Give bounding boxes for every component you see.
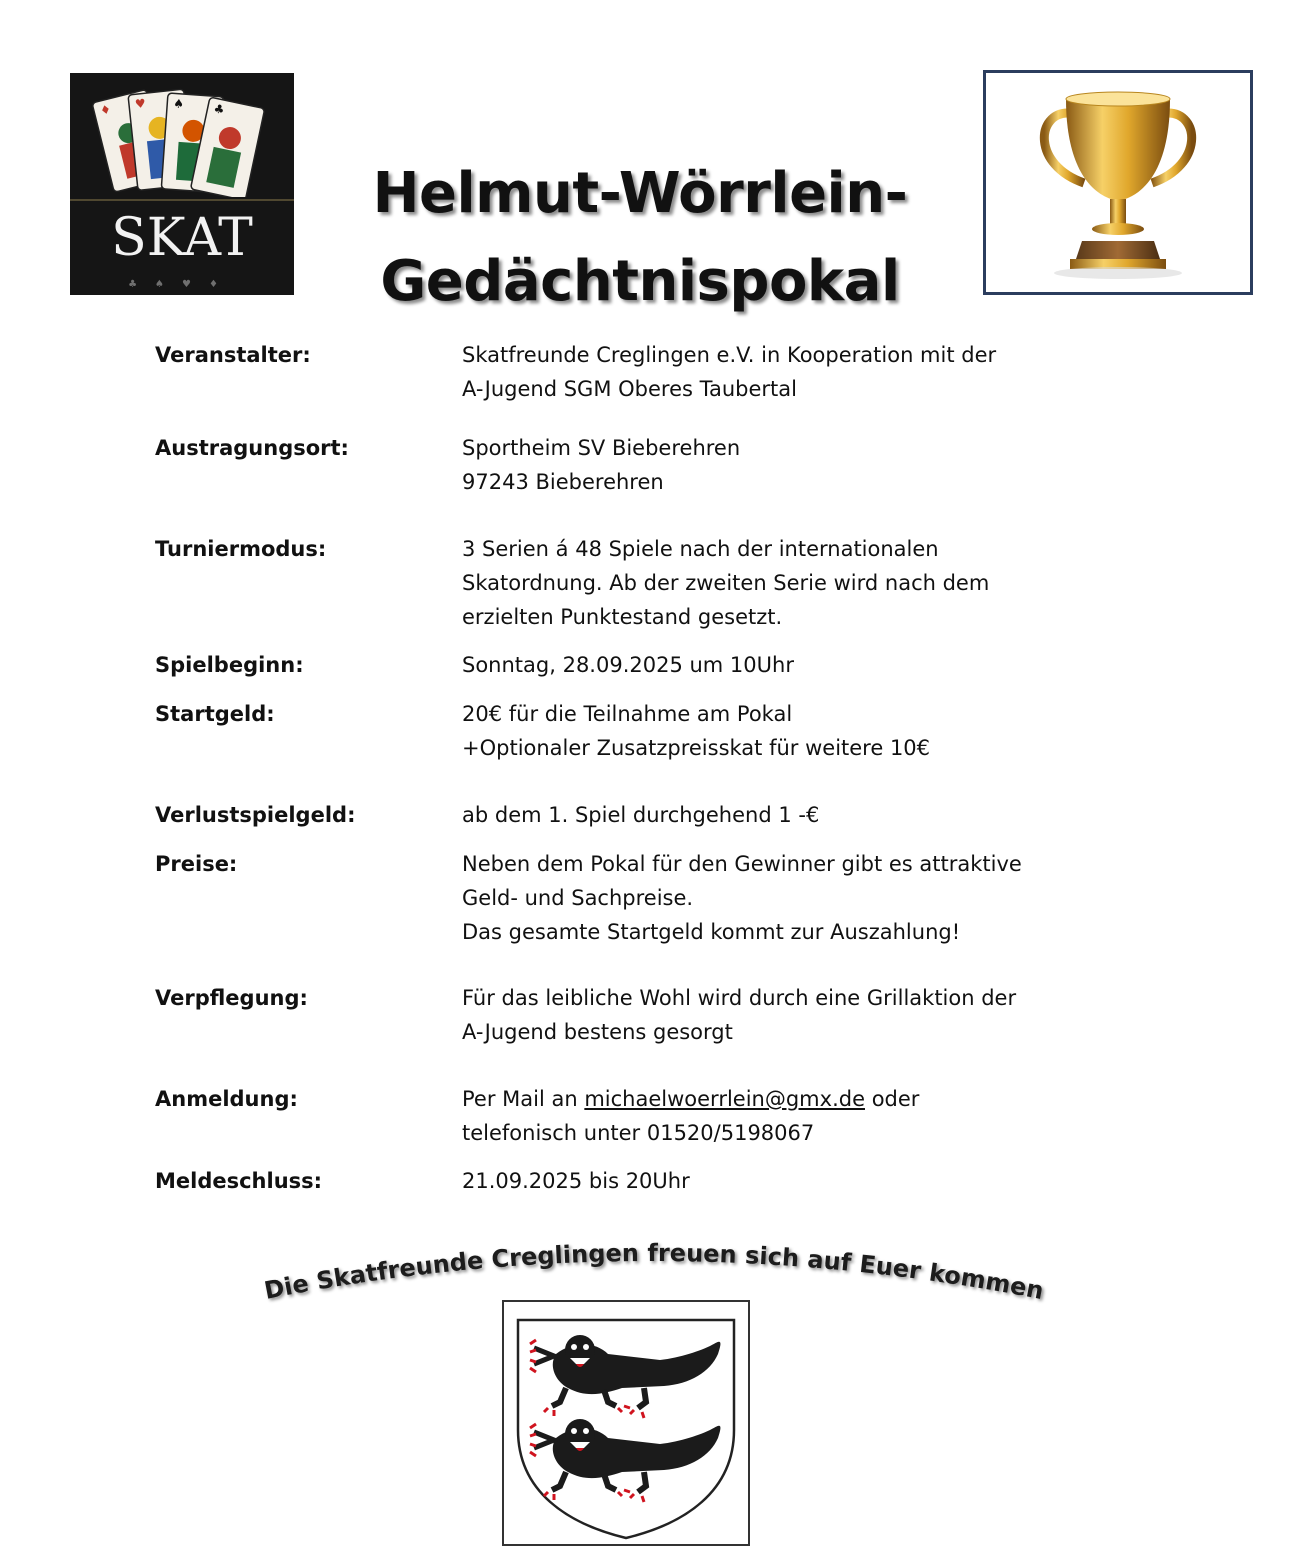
value-turniermodus <box>462 532 1162 634</box>
anmeldung-prefix: Per Mail an <box>462 1087 578 1111</box>
value-verpflegung <box>462 981 1162 1049</box>
value-meldeschluss <box>462 1164 1162 1198</box>
email-link[interactable]: michaelwoerrlein@gmx.de <box>584 1087 865 1111</box>
value-line: +Optionaler Zusatzpreisskat für weitere 10€ <box>462 736 931 760</box>
value-line: Skatordnung. Ab der zweiten Serie wird nach dem <box>462 571 990 595</box>
label-verpflegung: Verpflegung: <box>155 986 308 1010</box>
label-veranstalter: Veranstalter: <box>155 343 311 367</box>
title-line-2: Gedächtnispokal <box>380 249 900 314</box>
value-verlustspielgeld <box>462 798 1162 832</box>
value-line: Das gesamte Startgeld kommt zur Auszahlung! <box>462 920 961 944</box>
label-turniermodus: Turniermodus: <box>155 537 327 561</box>
label-anmeldung: Anmeldung: <box>155 1087 298 1111</box>
value-line: 20€ für die Teilnahme am Pokal <box>462 702 793 726</box>
value-line: Für das leibliche Wohl wird durch eine Grillaktion der <box>462 986 1017 1010</box>
label-austragungsort: Austragungsort: <box>155 436 349 460</box>
value-line: A-Jugend bestens gesorgt <box>462 1020 733 1044</box>
title-line-1: Helmut-Wörrlein- <box>372 161 908 226</box>
value-line: Sonntag, 28.09.2025 um 10Uhr <box>462 653 794 677</box>
value-line: A-Jugend SGM Oberes Taubertal <box>462 377 797 401</box>
label-verlustspielgeld: Verlustspielgeld: <box>155 803 356 827</box>
svg-text:♦: ♦ <box>98 101 113 119</box>
svg-text:♣♠♥♦: ♣♠♥♦ <box>128 279 236 290</box>
value-line: 3 Serien á 48 Spiele nach der internationalen <box>462 537 939 561</box>
value-line: telefonisch unter 01520/5198067 <box>462 1121 815 1145</box>
value-line: Neben dem Pokal für den Gewinner gibt es attraktive <box>462 852 1022 876</box>
skat-logo-text: SKAT <box>111 208 253 268</box>
closing-message-text: Die Skatfreunde Creglingen freuen sich auf Euer kommen <box>261 1238 1046 1306</box>
svg-text:♠: ♠ <box>172 96 185 112</box>
svg-text:Die Skatfreunde Creglingen fre <box>262 1239 1046 1305</box>
anmeldung-suffix: oder <box>871 1087 920 1111</box>
value-austragungsort <box>462 431 1162 499</box>
value-line: ab dem 1. Spiel durchgehend 1 -€ <box>462 803 820 827</box>
label-spielbeginn: Spielbeginn: <box>155 653 304 677</box>
value-line: erzielten Punktestand gesetzt. <box>462 605 783 629</box>
value-line <box>462 1082 1162 1116</box>
value-line: Sportheim SV Bieberehren <box>462 436 741 460</box>
value-line: 21.09.2025 bis 20Uhr <box>462 1169 690 1193</box>
coat-of-arms-icon <box>504 1302 748 1544</box>
value-line: 97243 Bieberehren <box>462 470 664 494</box>
value-line: Geld- und Sachpreise. <box>462 886 694 910</box>
label-meldeschluss: Meldeschluss: <box>155 1169 323 1193</box>
svg-text:♥: ♥ <box>134 96 147 112</box>
value-startgeld <box>462 697 1162 765</box>
svg-text:♣: ♣ <box>212 101 226 118</box>
label-preise: Preise: <box>155 852 238 876</box>
value-veranstalter <box>462 338 1162 406</box>
value-spielbeginn <box>462 648 1162 682</box>
value-anmeldung <box>462 1082 1162 1150</box>
label-startgeld: Startgeld: <box>155 702 275 726</box>
value-line: Skatfreunde Creglingen e.V. in Kooperation mit der <box>462 343 997 367</box>
coat-of-arms-frame <box>502 1300 750 1546</box>
value-preise <box>462 847 1162 949</box>
